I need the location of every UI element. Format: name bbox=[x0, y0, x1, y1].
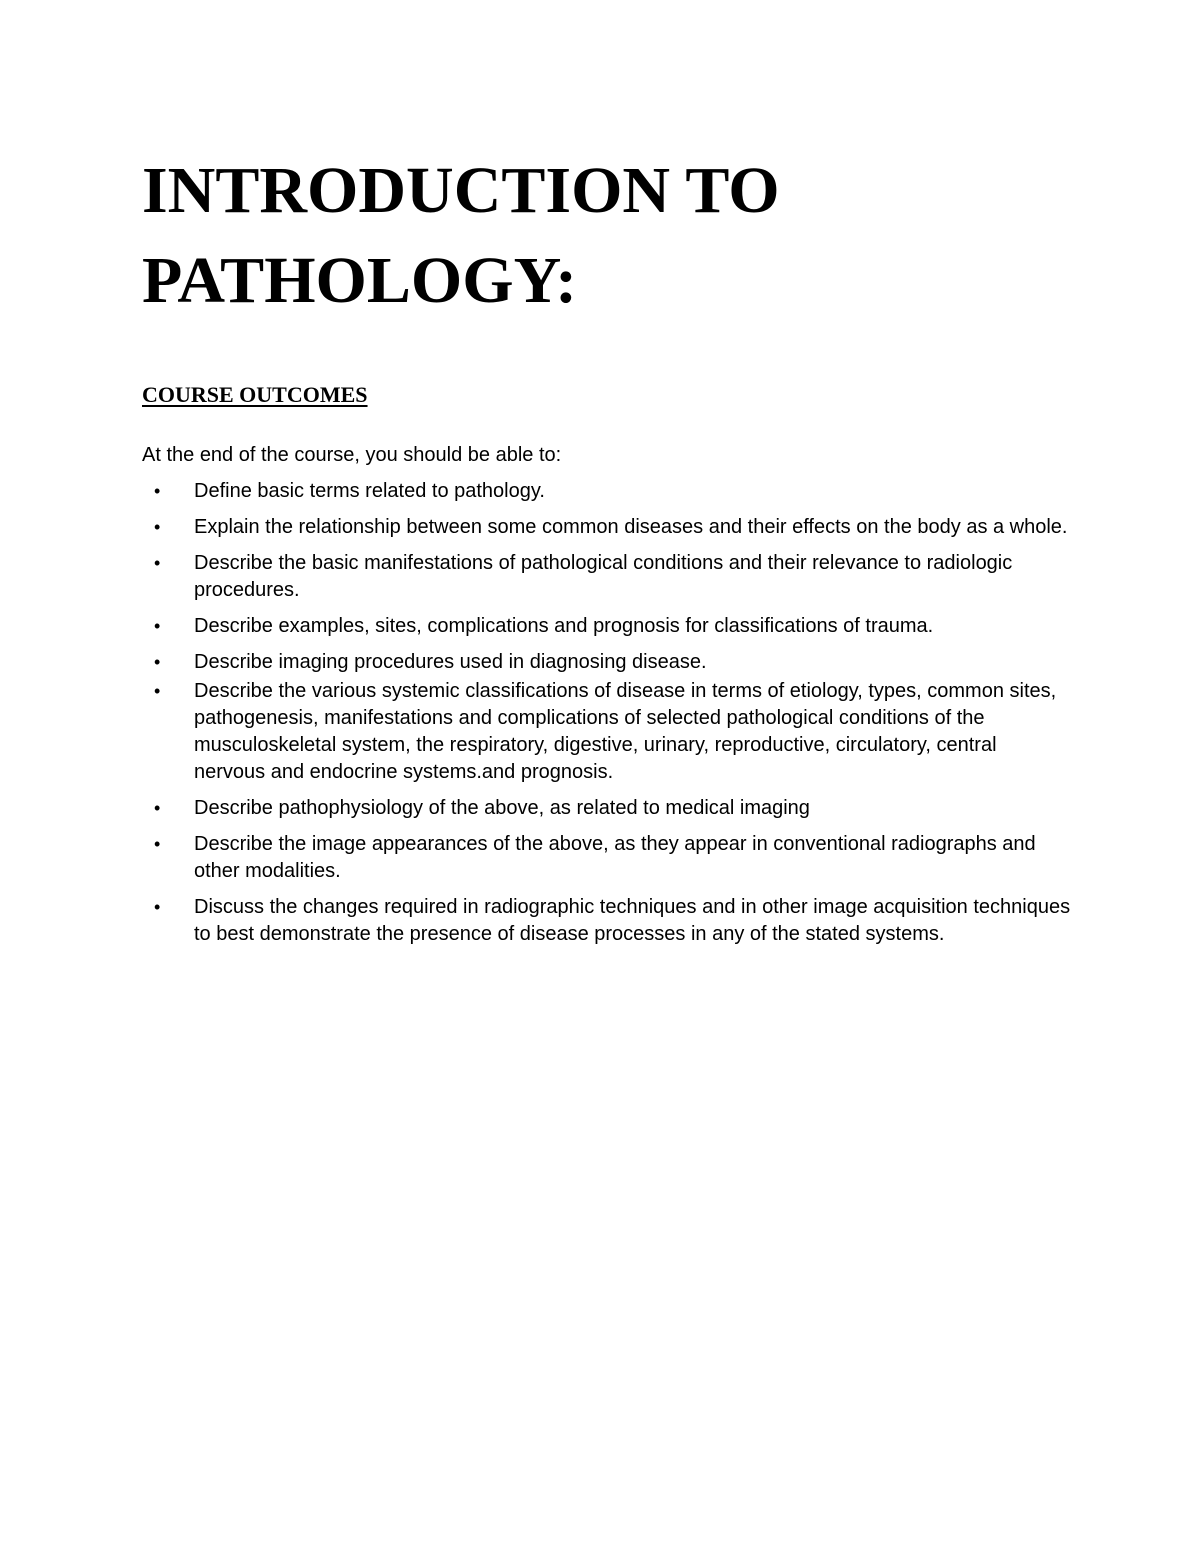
bullet-icon: • bbox=[154, 517, 161, 537]
outcome-text: Describe the basic manifestations of pathological conditions and their relevance to radiologic procedures. bbox=[194, 552, 1013, 601]
list-item bbox=[142, 649, 1072, 676]
page-title bbox=[142, 146, 1062, 326]
outcome-text: Describe imaging procedures used in diagnosing disease. bbox=[194, 651, 707, 673]
outcomes-list bbox=[142, 478, 1072, 957]
list-item bbox=[142, 478, 1072, 505]
list-item bbox=[142, 894, 1072, 948]
outcome-text: Define basic terms related to pathology. bbox=[194, 480, 545, 502]
outcome-text: Discuss the changes required in radiographic techniques and in other image acquisition techniques to best demonstrate the presence of disease processes in any of the stated systems. bbox=[194, 896, 1071, 945]
list-item bbox=[142, 678, 1072, 786]
bullet-icon: • bbox=[154, 798, 161, 818]
bullet-icon: • bbox=[154, 897, 161, 917]
bullet-icon: • bbox=[154, 553, 161, 573]
bullet-icon: • bbox=[154, 834, 161, 854]
outcome-text: Describe the various systemic classifications of disease in terms of etiology, types, common sites, pathogenesis, manifestations and complications of selected pathological conditions of the musculoskeletal system, the respiratory, digestive, urinary, reproductive, circulatory, central nervous and endocrine systems.and prognosis. bbox=[194, 680, 1057, 783]
list-item bbox=[142, 613, 1072, 640]
outcome-text: Describe examples, sites, complications and prognosis for classifications of trauma. bbox=[194, 615, 934, 637]
intro-paragraph: At the end of the course, you should be able to: bbox=[142, 444, 562, 466]
list-item bbox=[142, 795, 1072, 822]
list-item bbox=[142, 550, 1072, 604]
bullet-icon: • bbox=[154, 481, 161, 501]
bullet-icon: • bbox=[154, 681, 161, 701]
list-item bbox=[142, 831, 1072, 885]
section-heading-course-outcomes: COURSE OUTCOMES bbox=[142, 382, 368, 407]
outcome-text: Explain the relationship between some common diseases and their effects on the body as a whole. bbox=[194, 516, 1068, 538]
outcome-text: Describe the image appearances of the above, as they appear in conventional radiographs and other modalities. bbox=[194, 833, 1036, 882]
title-line-2: PATHOLOGY: bbox=[142, 244, 578, 317]
list-item bbox=[142, 514, 1072, 541]
title-line-1: INTRODUCTION TO bbox=[142, 154, 780, 227]
outcome-text: Describe pathophysiology of the above, as related to medical imaging bbox=[194, 797, 810, 819]
bullet-icon: • bbox=[154, 616, 161, 636]
bullet-icon: • bbox=[154, 652, 161, 672]
